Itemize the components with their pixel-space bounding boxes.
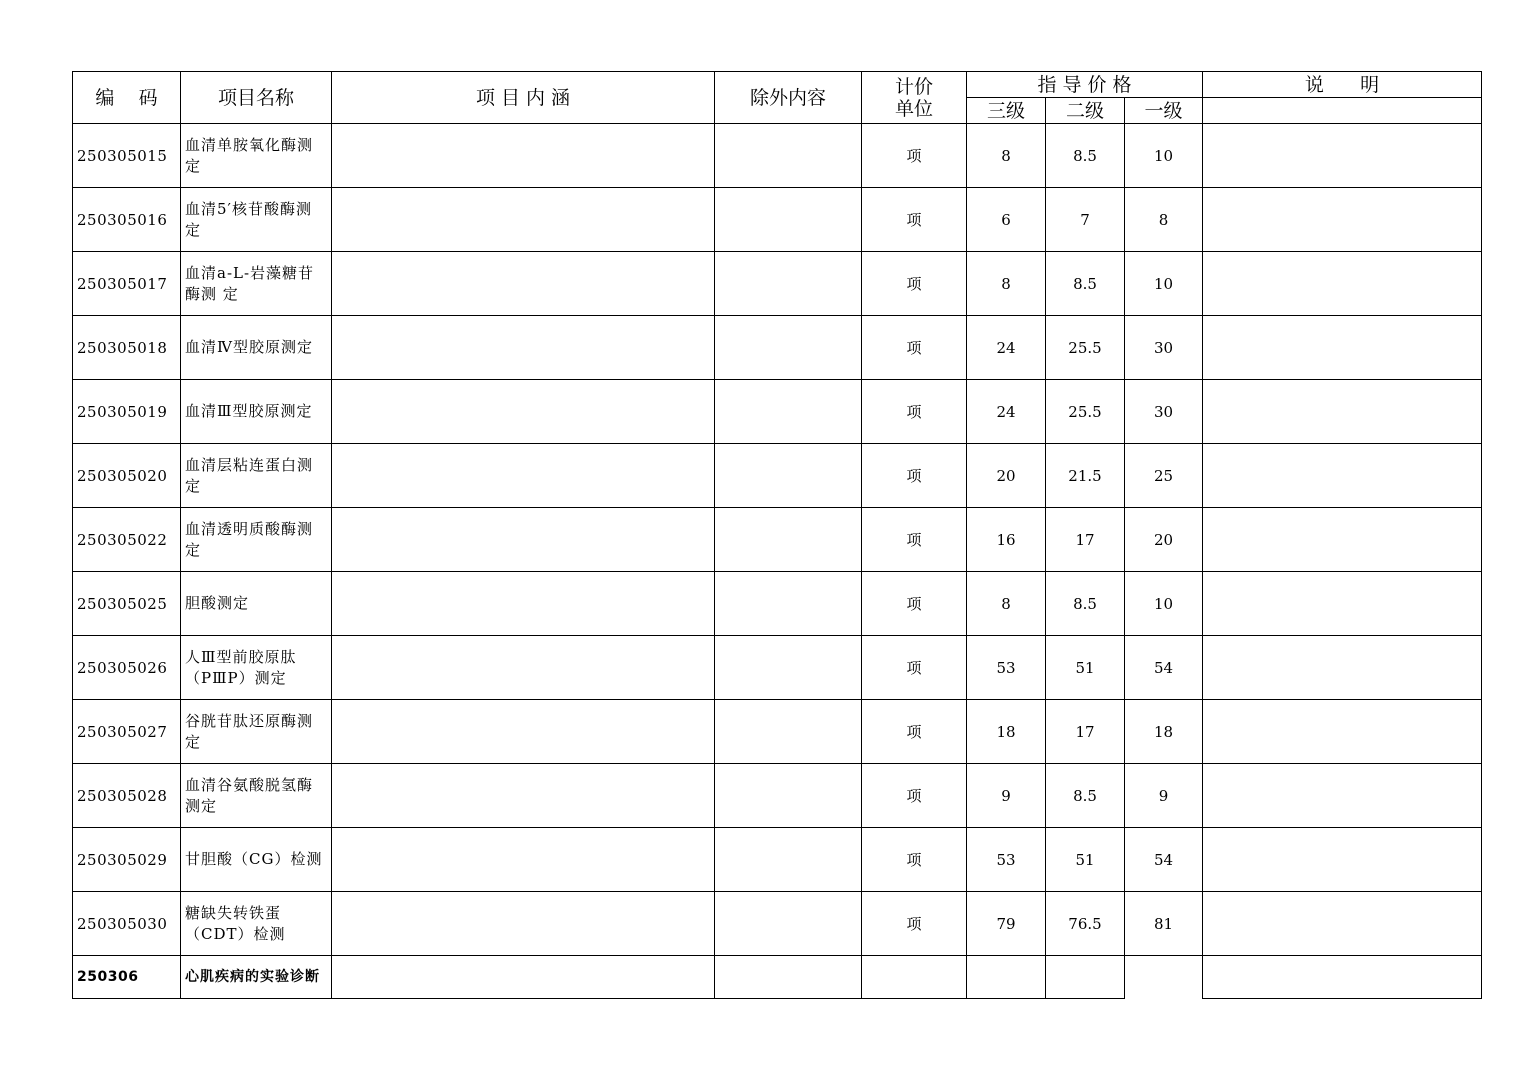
- cell-level1: 20: [1125, 508, 1203, 572]
- cell-code: 250305027: [73, 700, 181, 764]
- cell-level3: 24: [967, 380, 1046, 444]
- cell-excluded: [715, 380, 862, 444]
- table-header: [73, 72, 1482, 124]
- cell-note: [1203, 700, 1482, 764]
- cell-name: 人Ⅲ型前胶原肽（PⅢP）测定: [181, 636, 332, 700]
- section-excluded: [715, 956, 862, 999]
- cell-level3: 79: [967, 892, 1046, 956]
- section-l1: [1125, 956, 1203, 999]
- header-note-sub: [1203, 98, 1482, 124]
- cell-level2: 8.5: [1046, 572, 1125, 636]
- cell-code: 250305016: [73, 188, 181, 252]
- table-row: [73, 508, 1482, 572]
- cell-code: 250305022: [73, 508, 181, 572]
- header-excluded: 除外内容: [715, 72, 862, 124]
- cell-content: [332, 572, 715, 636]
- section-name: 心肌疾病的实验诊断: [181, 956, 332, 999]
- section-l3: [967, 956, 1046, 999]
- cell-code: 250305029: [73, 828, 181, 892]
- cell-level2: 8.5: [1046, 124, 1125, 188]
- cell-content: [332, 700, 715, 764]
- cell-excluded: [715, 572, 862, 636]
- cell-level3: 8: [967, 124, 1046, 188]
- cell-excluded: [715, 508, 862, 572]
- cell-level1: 30: [1125, 316, 1203, 380]
- cell-note: [1203, 828, 1482, 892]
- cell-content: [332, 444, 715, 508]
- cell-note: [1203, 508, 1482, 572]
- cell-unit: 项: [862, 700, 967, 764]
- table-row: [73, 188, 1482, 252]
- cell-code: 250305025: [73, 572, 181, 636]
- cell-code: 250305018: [73, 316, 181, 380]
- cell-excluded: [715, 124, 862, 188]
- cell-level1: 18: [1125, 700, 1203, 764]
- cell-code: 250305030: [73, 892, 181, 956]
- cell-name: 血清a-L-岩藻糖苷酶测 定: [181, 252, 332, 316]
- header-unit-line2: 单位: [894, 97, 933, 120]
- cell-level3: 53: [967, 828, 1046, 892]
- cell-level1: 54: [1125, 636, 1203, 700]
- cell-unit: 项: [862, 764, 967, 828]
- cell-name: 血清单胺氧化酶测定: [181, 124, 332, 188]
- table-row: [73, 316, 1482, 380]
- cell-level1: 10: [1125, 572, 1203, 636]
- cell-level1: 25: [1125, 444, 1203, 508]
- cell-code: 250305020: [73, 444, 181, 508]
- cell-name: 胆酸测定: [181, 572, 332, 636]
- cell-level3: 18: [967, 700, 1046, 764]
- header-content: 项 目 内 涵: [332, 72, 715, 124]
- cell-content: [332, 764, 715, 828]
- cell-content: [332, 252, 715, 316]
- cell-unit: 项: [862, 572, 967, 636]
- section-unit: [862, 956, 967, 999]
- cell-name: 血清层粘连蛋白测定: [181, 444, 332, 508]
- header-name: 项目名称: [181, 72, 332, 124]
- table-row: [73, 764, 1482, 828]
- header-unit: [862, 72, 967, 124]
- cell-content: [332, 124, 715, 188]
- table-row: [73, 252, 1482, 316]
- section-row: [73, 956, 1482, 999]
- cell-note: [1203, 124, 1482, 188]
- cell-excluded: [715, 188, 862, 252]
- cell-level2: 7: [1046, 188, 1125, 252]
- cell-name: 谷胱苷肽还原酶测定: [181, 700, 332, 764]
- cell-excluded: [715, 700, 862, 764]
- cell-content: [332, 508, 715, 572]
- cell-level2: 17: [1046, 508, 1125, 572]
- cell-unit: 项: [862, 188, 967, 252]
- section-note: [1203, 956, 1482, 999]
- table-row: [73, 572, 1482, 636]
- cell-note: [1203, 572, 1482, 636]
- cell-level2: 76.5: [1046, 892, 1125, 956]
- cell-level2: 51: [1046, 636, 1125, 700]
- cell-excluded: [715, 444, 862, 508]
- cell-name: 甘胆酸（CG）检测: [181, 828, 332, 892]
- cell-content: [332, 380, 715, 444]
- cell-unit: 项: [862, 252, 967, 316]
- table-row: [73, 124, 1482, 188]
- cell-level3: 20: [967, 444, 1046, 508]
- section-code: 250306: [73, 956, 181, 999]
- table-row: [73, 444, 1482, 508]
- cell-note: [1203, 636, 1482, 700]
- table-row: [73, 700, 1482, 764]
- cell-level3: 53: [967, 636, 1046, 700]
- cell-level3: 9: [967, 764, 1046, 828]
- header-level1: 一级: [1125, 98, 1203, 124]
- cell-content: [332, 828, 715, 892]
- header-level3: 三级: [967, 98, 1046, 124]
- cell-note: [1203, 764, 1482, 828]
- cell-level2: 25.5: [1046, 316, 1125, 380]
- cell-level1: 8: [1125, 188, 1203, 252]
- cell-unit: 项: [862, 892, 967, 956]
- cell-note: [1203, 316, 1482, 380]
- table-row: [73, 636, 1482, 700]
- cell-unit: 项: [862, 444, 967, 508]
- cell-code: 250305017: [73, 252, 181, 316]
- table-row: [73, 380, 1482, 444]
- cell-note: [1203, 252, 1482, 316]
- section-content: [332, 956, 715, 999]
- cell-content: [332, 316, 715, 380]
- cell-note: [1203, 444, 1482, 508]
- table-row: [73, 828, 1482, 892]
- cell-level1: 9: [1125, 764, 1203, 828]
- cell-level2: 17: [1046, 700, 1125, 764]
- cell-excluded: [715, 828, 862, 892]
- cell-level3: 6: [967, 188, 1046, 252]
- cell-level1: 54: [1125, 828, 1203, 892]
- cell-level2: 25.5: [1046, 380, 1125, 444]
- cell-content: [332, 636, 715, 700]
- cell-name: 血清Ⅳ型胶原测定: [181, 316, 332, 380]
- header-code: 编 码: [73, 72, 181, 124]
- cell-unit: 项: [862, 316, 967, 380]
- cell-note: [1203, 188, 1482, 252]
- cell-level2: 8.5: [1046, 764, 1125, 828]
- cell-level2: 21.5: [1046, 444, 1125, 508]
- cell-level3: 8: [967, 252, 1046, 316]
- cell-level1: 30: [1125, 380, 1203, 444]
- cell-excluded: [715, 892, 862, 956]
- cell-level1: 10: [1125, 252, 1203, 316]
- cell-note: [1203, 380, 1482, 444]
- header-price: 指 导 价 格: [967, 72, 1203, 98]
- cell-note: [1203, 892, 1482, 956]
- cell-excluded: [715, 316, 862, 380]
- table-body: [73, 124, 1482, 999]
- cell-code: 250305015: [73, 124, 181, 188]
- cell-unit: 项: [862, 636, 967, 700]
- cell-level3: 24: [967, 316, 1046, 380]
- cell-level1: 81: [1125, 892, 1203, 956]
- header-unit-line1: 计价: [894, 75, 933, 98]
- cell-unit: 项: [862, 124, 967, 188]
- cell-unit: 项: [862, 828, 967, 892]
- cell-level3: 8: [967, 572, 1046, 636]
- header-note: 说 明: [1203, 72, 1482, 98]
- cell-excluded: [715, 252, 862, 316]
- cell-code: 250305028: [73, 764, 181, 828]
- table-row: [73, 892, 1482, 956]
- header-level2: 二级: [1046, 98, 1125, 124]
- cell-name: 血清透明质酸酶测定: [181, 508, 332, 572]
- cell-unit: 项: [862, 380, 967, 444]
- cell-level1: 10: [1125, 124, 1203, 188]
- cell-content: [332, 188, 715, 252]
- cell-unit: 项: [862, 508, 967, 572]
- cell-excluded: [715, 636, 862, 700]
- cell-name: 血清谷氨酸脱氢酶测定: [181, 764, 332, 828]
- cell-level2: 8.5: [1046, 252, 1125, 316]
- cell-name: 糖缺失转铁蛋（CDT）检测: [181, 892, 332, 956]
- cell-level3: 16: [967, 508, 1046, 572]
- cell-excluded: [715, 764, 862, 828]
- cell-code: 250305026: [73, 636, 181, 700]
- cell-name: 血清Ⅲ型胶原测定: [181, 380, 332, 444]
- section-l2: [1046, 956, 1125, 999]
- cell-name: 血清5′核苷酸酶测定: [181, 188, 332, 252]
- cell-level2: 51: [1046, 828, 1125, 892]
- cell-content: [332, 892, 715, 956]
- cell-code: 250305019: [73, 380, 181, 444]
- price-table: [72, 71, 1482, 999]
